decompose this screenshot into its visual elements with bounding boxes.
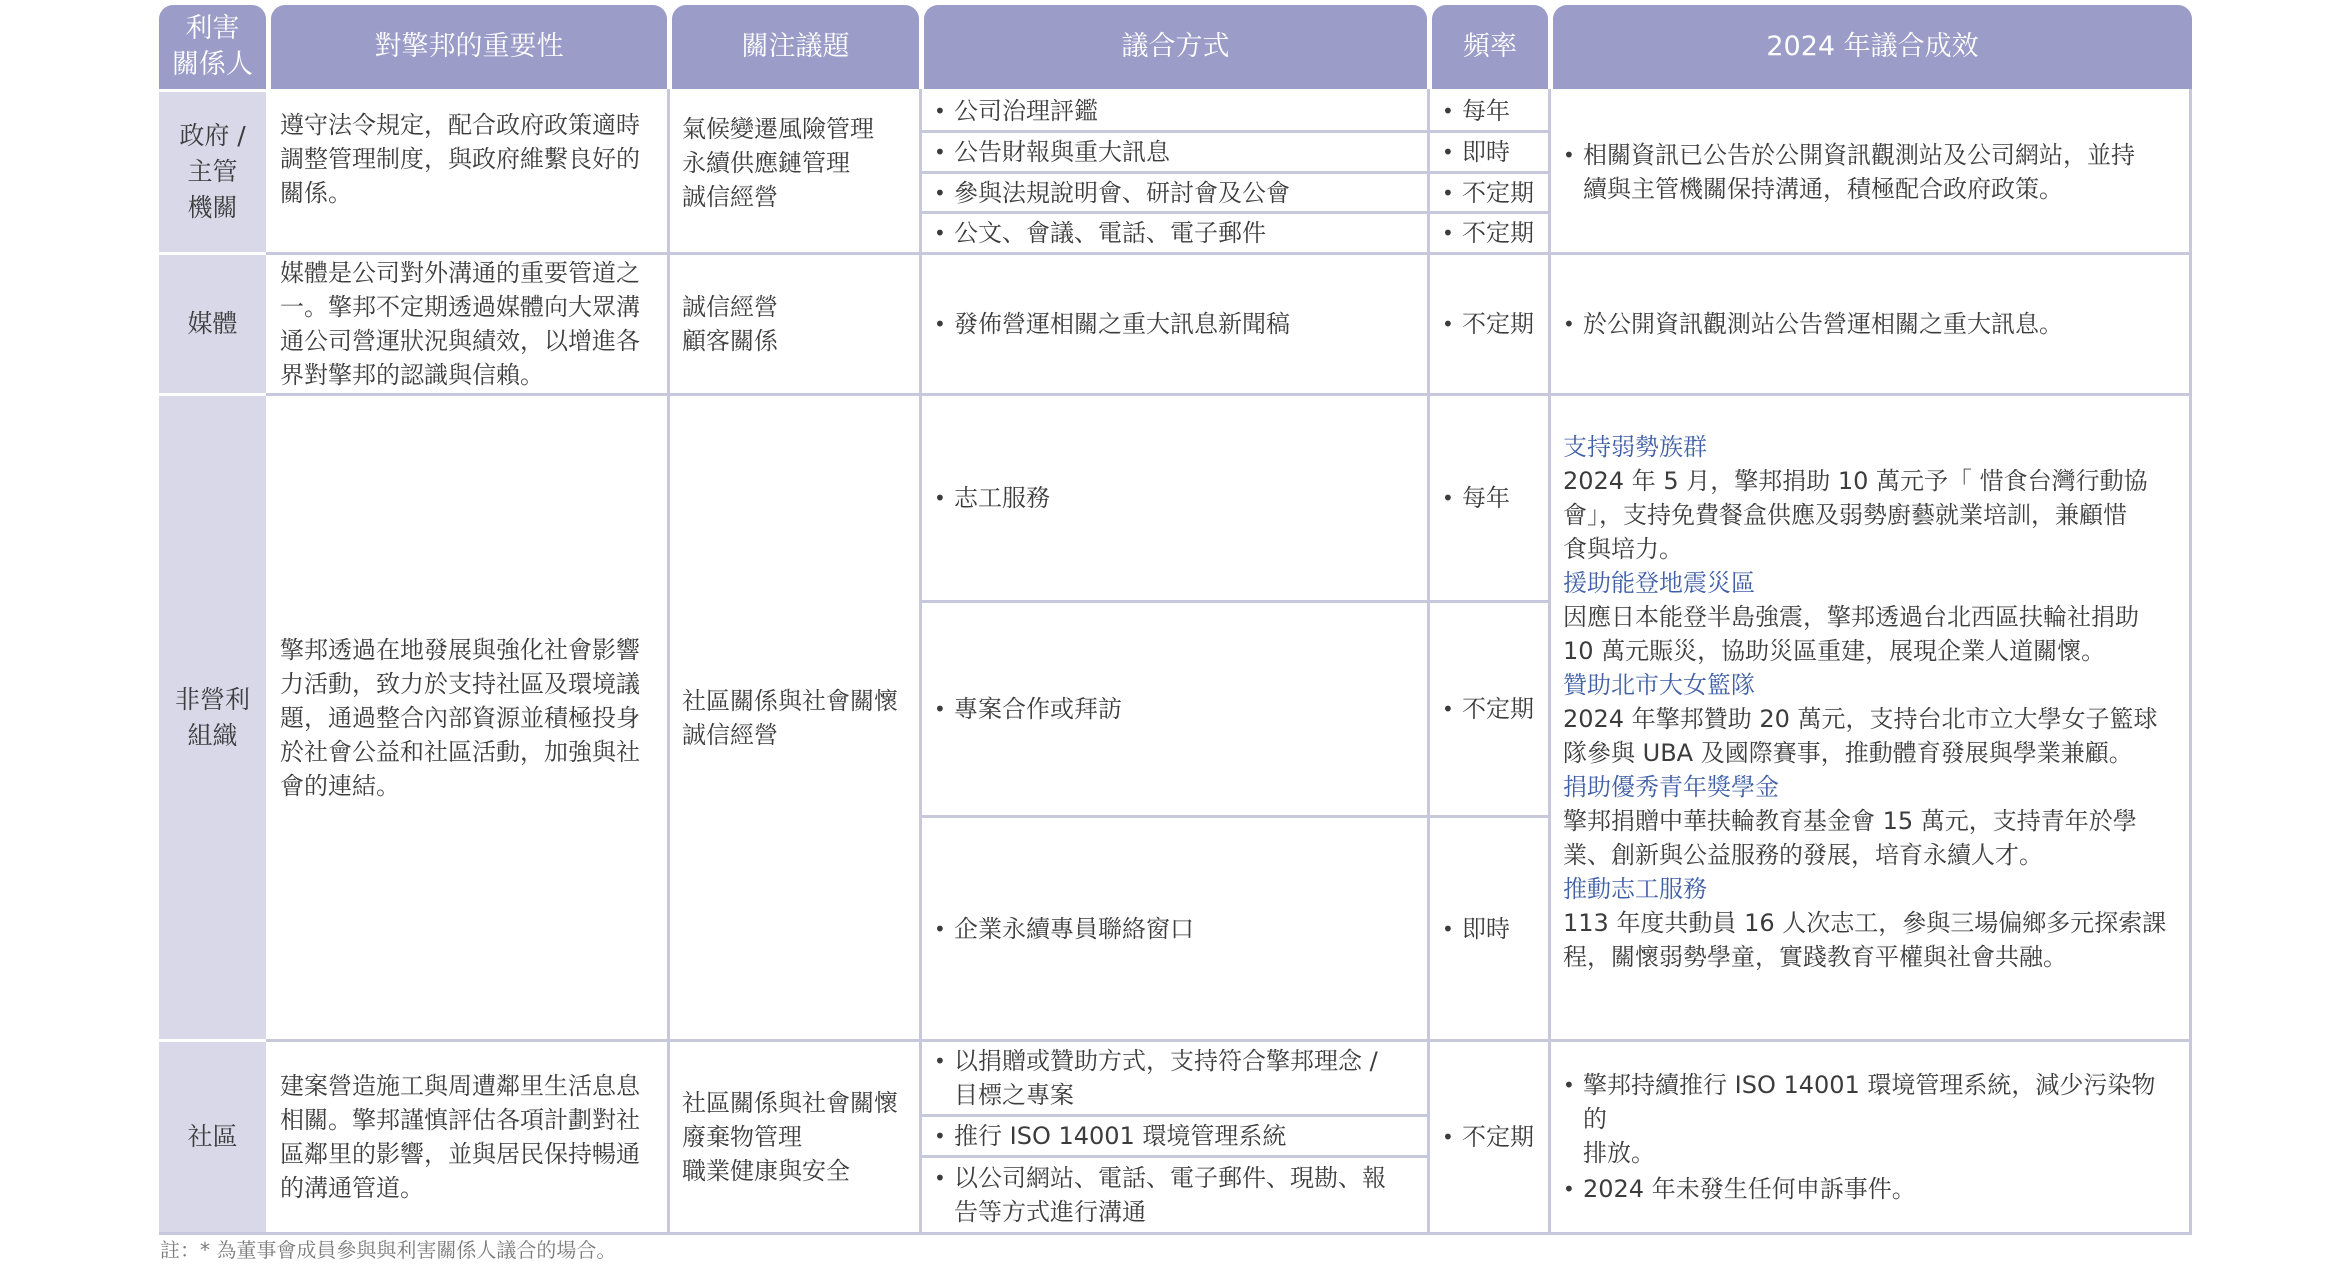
header-methods-label: 議合方式 [1121, 31, 1230, 62]
bullet-icon: • [1563, 143, 1575, 167]
nonprofit-topics [672, 396, 919, 1039]
result-heading: 援助能登地震災區 [1563, 569, 1755, 597]
community-importance-text: 建案營造施工與周遭鄰里生活息息 相關。擎邦謹慎評估各項計劃對社 區鄰里的影響，並與居民保持暢通 的溝通管道。 [280, 1072, 640, 1202]
bullet-icon: • [934, 99, 946, 123]
result-text: 於公開資訊觀測站公告營運相關之重大訊息。 [1583, 310, 2063, 338]
footnote: 註：* 為董事會成員參與與利害關係人議合的場合。 [160, 1238, 617, 1262]
government-results [1553, 92, 2189, 252]
frequency-text: 不定期 [1462, 178, 1534, 207]
government-topics [672, 112, 919, 252]
media-topics-text: 誠信經營 顧客關係 [682, 293, 778, 355]
community-importance [270, 1042, 667, 1232]
bullet-icon: • [1563, 312, 1575, 336]
stakeholder-nonprofit [159, 396, 266, 1039]
government-frequency-3 [1432, 174, 1548, 211]
community-results [1553, 1042, 2189, 1232]
government-frequency-1 [1432, 92, 1548, 130]
header-frequency-label: 頻率 [1463, 31, 1517, 62]
method-text: 以捐贈或贊助方式，支持符合擎邦理念 / 目標之專案 [954, 1047, 1378, 1109]
grid-line [1427, 89, 1430, 1233]
government-method-2 [924, 133, 1427, 171]
result-text: 2024 年 5 月，擎邦捐助 10 萬元予「 惜食台灣行動協 會」，支持免費餐盒供應及弱勢廚藝就業培訓，兼顧惜 食與培力。 [1563, 467, 2148, 563]
frequency-text: 不定期 [1462, 695, 1534, 723]
nonprofit-results [1553, 430, 2189, 1010]
header-topics-label: 關注議題 [741, 31, 850, 62]
grid-line [2189, 89, 2192, 1233]
nonprofit-method-3 [924, 818, 1427, 1039]
nonprofit-method-2 [924, 603, 1427, 815]
bullet-icon: • [934, 180, 946, 205]
nonprofit-importance-text: 擎邦透過在地發展與強化社會影響 力活動，致力於支持社區及環境議 題，通過整合內部資源並積極投身 於社會公益和社區活動，加強與社 會的連結。 [280, 635, 640, 800]
bullet-icon: • [1563, 1177, 1575, 1201]
header-methods [924, 5, 1427, 89]
stakeholder-media [159, 255, 266, 393]
government-importance [270, 108, 667, 252]
bullet-icon: • [934, 140, 946, 164]
result-text: 擎邦捐贈中華扶輪教育基金會 15 萬元，支持青年於學 業、創新與公益服務的發展，培育永續人才。 [1563, 807, 2137, 869]
frequency-text: 每年 [1462, 97, 1510, 125]
nonprofit-frequency-2 [1432, 603, 1548, 815]
header-results-label: 2024 年議合成效 [1766, 31, 1979, 62]
frequency-text: 不定期 [1462, 219, 1534, 247]
result-heading: 推動志工服務 [1563, 875, 1707, 903]
frequency-text: 即時 [1462, 914, 1510, 943]
frequency-text: 不定期 [1462, 310, 1534, 338]
bullet-icon: • [1442, 312, 1454, 336]
nonprofit-topics-text: 社區關係與社會關懷 誠信經營 [682, 686, 898, 749]
stakeholder-government [159, 92, 266, 252]
bullet-icon: • [1442, 99, 1454, 123]
bullet-icon: • [1442, 1125, 1454, 1149]
bullet-icon: • [934, 916, 946, 941]
stakeholder-government-label: 政府 / 主管 機關 [179, 121, 246, 222]
header-stakeholder [159, 5, 266, 89]
nonprofit-frequency-1 [1432, 396, 1548, 600]
header-topics [672, 5, 919, 89]
result-text: 2024 年未發生任何申訴事件。 [1583, 1175, 1916, 1203]
community-topics [672, 1042, 919, 1232]
media-frequency-1 [1432, 255, 1548, 393]
header-importance [271, 5, 667, 89]
stakeholder-media-label: 媒體 [187, 309, 238, 338]
method-text: 公司治理評鑑 [954, 97, 1098, 125]
media-results [1553, 255, 2189, 393]
method-text: 公文、會議、電話、電子郵件 [954, 219, 1266, 247]
community-method-1 [924, 1042, 1427, 1114]
media-importance-text: 媒體是公司對外溝通的重要管道之 一。擎邦不定期透過媒體向大眾溝 通公司營運狀況與績效，以增進各 界對擎邦的認識與信賴。 [280, 259, 640, 389]
result-heading: 贊助北市大女籃隊 [1563, 671, 1755, 699]
header-frequency [1432, 5, 1548, 89]
stakeholder-community [159, 1042, 266, 1232]
community-topics-text: 社區關係與社會關懷 廢棄物管理 職業健康與安全 [682, 1089, 898, 1185]
grid-line [159, 1232, 2192, 1235]
method-text: 企業永續專員聯絡窗口 [954, 914, 1194, 943]
bullet-icon: • [934, 1166, 946, 1190]
bullet-icon: • [1442, 697, 1454, 721]
government-frequency-2 [1432, 133, 1548, 171]
nonprofit-frequency-3 [1432, 818, 1548, 1039]
government-method-4 [924, 214, 1427, 252]
method-text: 專案合作或拜訪 [954, 695, 1122, 723]
header-stakeholder-label: 利害 關係人 [172, 13, 253, 80]
nonprofit-method-1 [924, 396, 1427, 600]
bullet-icon: • [1442, 916, 1454, 941]
nonprofit-importance [270, 396, 667, 1039]
government-method-1 [924, 92, 1427, 130]
stakeholder-community-label: 社區 [187, 1122, 238, 1151]
bullet-icon: • [934, 1049, 946, 1073]
government-importance-text: 遵守法令規定，配合政府政策適時 調整管理制度，與政府維繫良好的 關係。 [280, 111, 640, 207]
bullet-icon: • [1563, 1073, 1575, 1097]
method-text: 參與法規說明會、研討會及公會 [954, 178, 1290, 207]
header-importance-label: 對擎邦的重要性 [374, 31, 564, 62]
method-text: 志工服務 [954, 484, 1050, 512]
bullet-icon: • [1442, 140, 1454, 164]
media-importance [270, 255, 667, 393]
community-method-3 [924, 1158, 1427, 1232]
frequency-text: 不定期 [1462, 1123, 1534, 1151]
result-heading: 捐助優秀青年獎學金 [1563, 773, 1779, 801]
grid-line [1548, 89, 1551, 1233]
bullet-icon: • [1442, 221, 1454, 245]
bullet-icon: • [1442, 486, 1454, 510]
result-text: 2024 年擎邦贊助 20 萬元，支持台北市立大學女子籃球 隊參與 UBA 及國際賽事，推動體育發展與學業兼顧。 [1563, 705, 2158, 767]
media-topics [672, 255, 919, 393]
method-text: 推行 ISO 14001 環境管理系統 [954, 1122, 1287, 1150]
government-frequency-4 [1432, 214, 1548, 252]
bullet-icon: • [1442, 180, 1454, 205]
frequency-text: 即時 [1462, 138, 1510, 166]
bullet-icon: • [934, 486, 946, 510]
community-method-2 [924, 1117, 1427, 1155]
method-text: 公告財報與重大訊息 [954, 138, 1170, 166]
result-text: 擎邦持續推行 ISO 14001 環境管理系統，減少污染物的 排放。 [1583, 1071, 2156, 1167]
bullet-icon: • [934, 1124, 946, 1148]
header-results [1553, 5, 2192, 89]
government-method-3 [924, 174, 1427, 211]
frequency-text: 每年 [1462, 484, 1510, 512]
bullet-icon: • [934, 312, 946, 336]
result-heading: 支持弱勢族群 [1563, 433, 1707, 461]
grid-line [667, 89, 670, 1233]
bullet-icon: • [934, 697, 946, 721]
stakeholder-nonprofit-label: 非營利 組織 [174, 684, 250, 750]
media-method-1 [924, 255, 1427, 393]
result-text: 因應日本能登半島強震，擎邦透過台北西區扶輪社捐助 10 萬元賑災，協助災區重建，展現企業人道關懷。 [1563, 603, 2139, 665]
result-text: 相關資訊已公告於公開資訊觀測站及公司網站，並持 續與主管機關保持溝通，積極配合政府政策。 [1583, 141, 2135, 203]
community-frequency-1 [1432, 1042, 1548, 1232]
bullet-icon: • [934, 221, 946, 245]
method-text: 以公司網站、電話、電子郵件、現勘、報 告等方式進行溝通 [954, 1164, 1386, 1226]
result-text: 113 年度共動員 16 人次志工，參與三場偏鄉多元探索課 程，關懷弱勢學童，實踐教育平權與社會共融。 [1563, 909, 2167, 971]
method-text: 發佈營運相關之重大訊息新聞稿 [954, 310, 1290, 338]
government-topics-text: 氣候變遷風險管理 永續供應鏈管理 誠信經營 [682, 115, 874, 211]
grid-line [919, 89, 922, 1233]
